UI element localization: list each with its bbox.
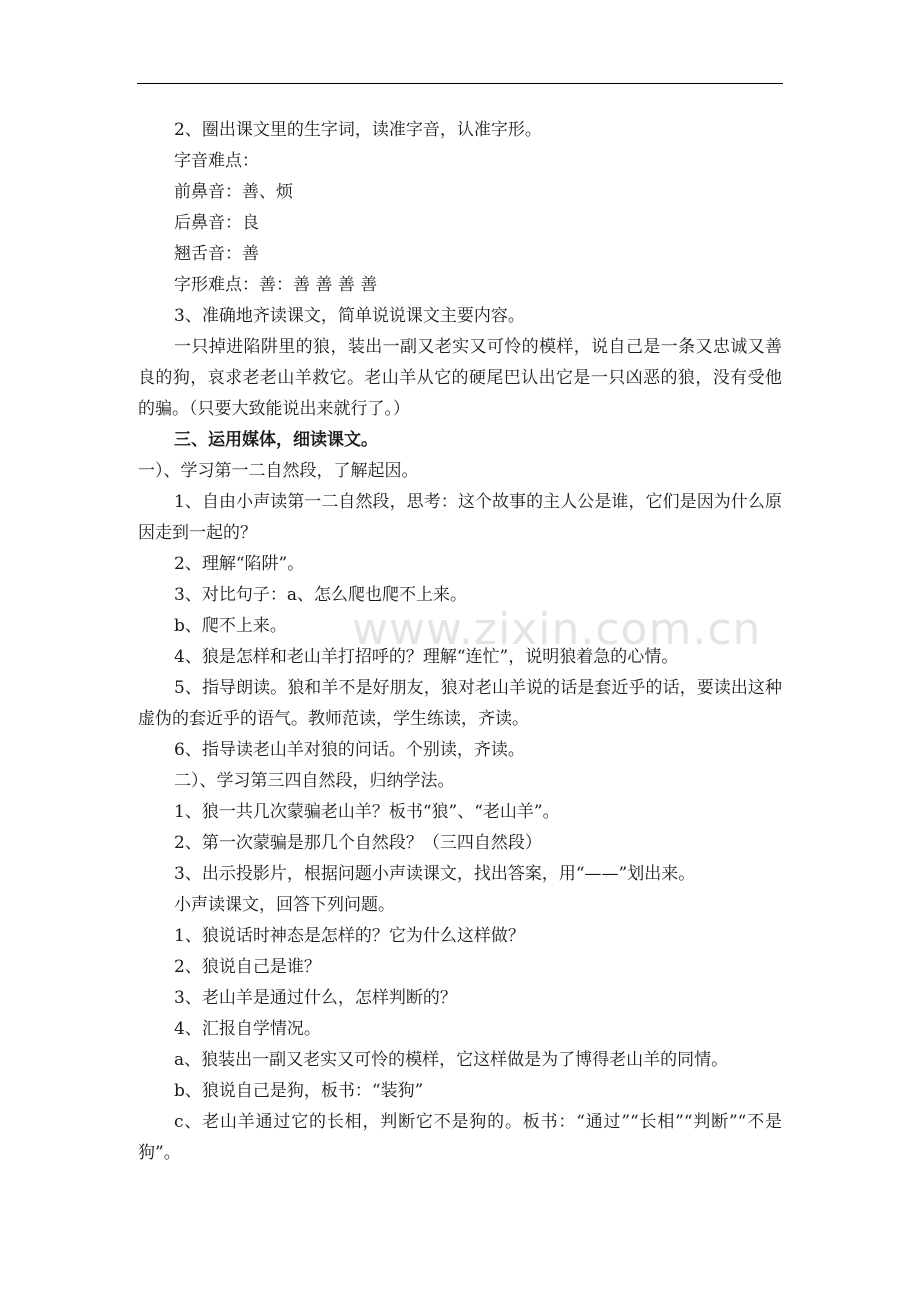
- paragraph-2: 字音难点：: [174, 151, 259, 171]
- paragraph-11: 1、自由小声读第一二自然段，思考：这个故事的主人公是谁，它们是因为什么原因走到一起的？: [138, 492, 782, 543]
- paragraph-25: 3、老山羊是通过什么，怎样判断的？: [174, 988, 457, 1008]
- paragraph-23: 1、狼说话时神态是怎样的？它为什么这样做？: [174, 926, 525, 946]
- paragraph-12: 2、理解“陷阱”。: [174, 554, 305, 574]
- paragraph-22: 小声读课文，回答下列问题。: [174, 895, 395, 915]
- paragraph-27: a、狼装出一副又老实又可怜的模样，它这样做是为了博得老山羊的同情。: [174, 1050, 729, 1070]
- paragraph-28: b、狼说自己是狗，板书：“装狗”: [174, 1081, 424, 1101]
- section-heading: 三、运用媒体，细读课文。: [174, 430, 378, 450]
- paragraph-1: 2、圈出课文里的生字词，读准字音，认准字形。: [174, 120, 542, 140]
- subsection-heading-2: 二）、学习第三四自然段，归纳学法。: [174, 771, 455, 791]
- paragraph-6: 字形难点：善：善 善 善 善: [174, 275, 378, 295]
- subsection-heading-1: 一）、学习第一二自然段，了解起因。: [138, 461, 419, 481]
- document-body: [138, 115, 782, 1169]
- paragraph-4: 后鼻音：良: [174, 213, 259, 233]
- paragraph-15: 4、狼是怎样和老山羊打招呼的？理解“连忙”，说明狼着急的心情。: [174, 647, 679, 667]
- paragraph-13: 3、对比句子：a、怎么爬也爬不上来。: [174, 585, 467, 605]
- paragraph-19: 1、狼一共几次蒙骗老山羊？板书“狼”、“老山羊”。: [174, 802, 560, 822]
- paragraph-17: 6、指导读老山羊对狼的问话。个别读，齐读。: [174, 740, 525, 760]
- paragraph-20: 2、第一次蒙骗是那几个自然段？（三四自然段）: [174, 833, 542, 853]
- paragraph-14: b、爬不上来。: [174, 616, 287, 636]
- paragraph-26: 4、汇报自学情况。: [174, 1019, 321, 1039]
- paragraph-7: 3、准确地齐读课文，简单说说课文主要内容。: [174, 306, 525, 326]
- paragraph-24: 2、狼说自己是谁？: [174, 957, 321, 977]
- paragraph-29: c、老山羊通过它的长相，判断它不是狗的。板书：“通过”“长相”“判断”“不是狗”。: [138, 1112, 782, 1163]
- paragraph-5: 翘舌音：善: [174, 244, 259, 264]
- paragraph-3: 前鼻音：善、烦: [174, 182, 293, 202]
- paragraph-16: 5、指导朗读。狼和羊不是好朋友，狼对老山羊说的话是套近乎的话，要读出这种虚伪的套近乎的语气。教师范读，学生练读，齐读。: [138, 678, 782, 729]
- paragraph-8: 一只掉进陷阱里的狼，装出一副又老实又可怜的模样，说自己是一条又忠诚又善良的狗，哀求老老山羊救它。老山羊从它的硬尾巴认出它是一只凶恶的狼，没有受他的骗。（只要大致能说出来就行了。）: [138, 337, 782, 419]
- watermark-text: www.zixin.com.cn: [352, 604, 762, 655]
- header-rule: [137, 83, 783, 84]
- paragraph-21: 3、出示投影片，根据问题小声读课文，找出答案，用“——”划出来。: [174, 864, 696, 884]
